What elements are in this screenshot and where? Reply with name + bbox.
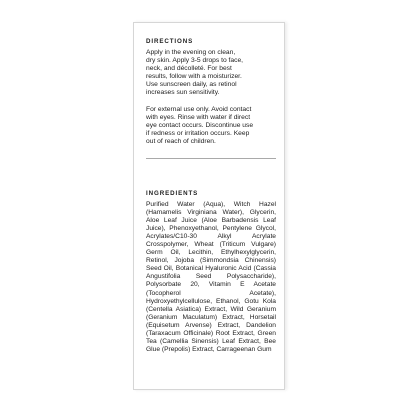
ingredients-heading: INGREDIENTS [146, 190, 199, 197]
ingredients-list-text: Purified Water (Aqua), Witch Hazel (Hamamelis Virginiana Water), Glycerin, Aloe Leaf Juice (Aloe Barbadensis Leaf Juice), Phenoxyethanol, Pentylene Glycol, Acrylates/C10-30 Alkyl Acrylate Crosspolymer, Wheat (Triticum Vulgare) Germ Oil, Lecithin, Ethylhexylglycerin, Retinol, Jojoba (Simmondsia Chinensis) Seed Oil, Botanical Hyaluronic Acid (Cassia Angustifolia Seed Polysaccharide), Polysorbate 20, Vitamin E Acetate (Tocopherol Acetate), Hydroxyethylcellulose, Ethanol, Gotu Kola (Centella Asiatica) Extract, Wild Geranium (Geranium Maculatum) Extract, Horsetail (Equisetum Arvense) Extract, Dandelion (Taraxacum Officinale) Root Extract, Green Tea (Camellia Sinensis) Leaf Extract, Bee Glue (Prepolis) Extract, Carrageenan Gum [146, 201, 276, 353]
ingredients-section [146, 190, 276, 354]
product-label-panel [133, 22, 285, 390]
directions-warning-text: For external use only. Avoid contact with eyes. Rinse with water if direct eye contact occurs. Discontinue use if redness or irritation occurs. Keep out of reach of children. [146, 105, 254, 145]
directions-heading: DIRECTIONS [146, 38, 194, 45]
section-divider [146, 158, 276, 159]
directions-section [146, 38, 276, 146]
directions-usage-text: Apply in the evening on clean, dry skin. Apply 3-5 drops to face, neck, and décolleté. For best results, follow with a moisturizer. Use sunscreen daily, as retinol increases sun sensitivity. [146, 49, 244, 97]
